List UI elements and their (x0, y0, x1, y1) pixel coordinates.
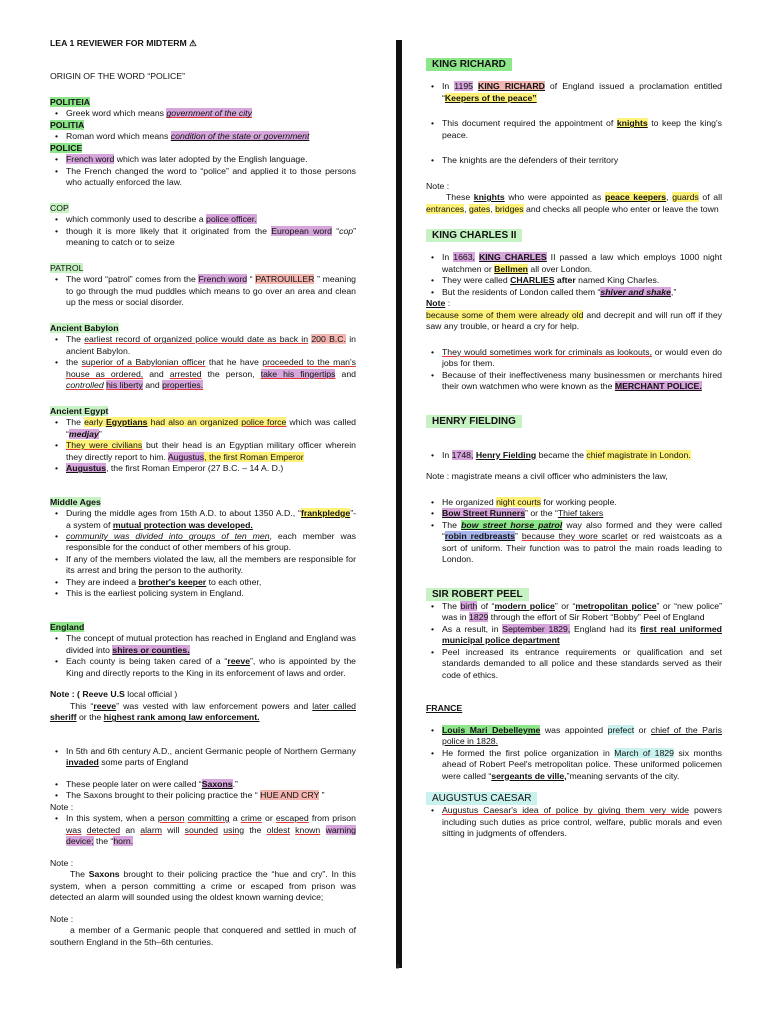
note-label: Note : (426, 180, 450, 191)
section-egypt (50, 406, 356, 475)
section-henry-fielding (426, 415, 722, 566)
section-middle-ages (50, 497, 356, 600)
list-item: • Augustus, the first Roman Emperor (27 B.C. – 14 A. D.) (50, 463, 356, 474)
reeve-note: Note : ( Reeve U.S local official ) (50, 689, 178, 700)
saxons-note-text: The Saxons brought to their policing practice the “hue and cry”. In this system, when a person committing a crime or escaped from prison was detected an alarm will sounded using the oldest known warning device; (50, 869, 357, 903)
list-item: • The knights are the defenders of their territory (426, 155, 722, 166)
augustus-caesar-heading: AUGUSTUS CAESAR (426, 792, 537, 805)
robert-peel-heading: SIR ROBERT PEEL (426, 588, 529, 601)
cop-heading: COP (50, 202, 69, 213)
section-politeia (50, 97, 356, 189)
list-item: • Peel increased its entrance requirements or qualification and set standards demanded to all police and these standards served as their code of ethics. (426, 647, 722, 681)
list-item: • In 5th and 6th century A.D., ancient Germanic people of Northern Germany invaded some parts of England (50, 746, 356, 769)
knights-note-text: These knights who were appointed as peace keepers, guards of all entrances, gates, bridges and checks all people who enter or leave the town (426, 192, 723, 214)
list-item: • But the residents of London called them “shiver and shake,” (426, 287, 722, 298)
list-item: • In 1748, Henry Fielding became the chief magistrate in London. (426, 450, 722, 461)
note-label: Note : (50, 801, 74, 812)
list-item: • Louis Mari Debelleyme was appointed prefect or chief of the Paris police in 1828. (426, 725, 722, 748)
politeia-heading: POLITEIA (50, 96, 91, 107)
document-title: LEA 1 REVIEWER FOR MIDTERM ⚠ (50, 38, 197, 48)
list-item: • The French changed the word to “police” and applied it to those persons who actually enforced the law. (50, 166, 356, 189)
france-heading: FRANCE (426, 703, 463, 714)
list-item: • He organized night courts for working people. (426, 497, 722, 508)
list-item: • community was divided into groups of ten men, each member was responsible for the conduct of other members of his group. (50, 531, 356, 554)
list-item: • This is the earliest policing system in England. (50, 588, 356, 599)
section-king-richard (426, 58, 722, 215)
list-item: • They are indeed a brother's keeper to each other, (50, 577, 356, 588)
list-item: • In 1663, KING CHARLES II passed a law which employs 1000 night watchmen or Bellmen all over London. (426, 252, 722, 275)
reeve-note-text: This “reeve” was vested with law enforcement powers and later called sheriff or the highest rank among law enforcement. (50, 700, 356, 723)
section-germanic (50, 746, 356, 948)
list-item: • the superior of a Babylonian officer that he have proceeded to the man's house as ordered, and arrested the person, take his fingertips and controlled his liberty and properties. (50, 357, 356, 391)
list-item: • French word which was later adopted by the English language. (50, 154, 356, 165)
charlies-note: Note : (426, 298, 451, 309)
note-label: Note : (50, 857, 74, 868)
page-number: 2 (396, 965, 400, 971)
list-item: • which commonly used to describe a police officer. (50, 214, 356, 225)
list-item: • Augustus Caesar's idea of police by giving them very wide powers including such duties as price control, welfare, public morals and even sitting in judgments of offenders. (426, 805, 722, 839)
section-king-charles (426, 229, 722, 393)
list-item: • The early Egyptians had also an organized police force which was called “medjay” (50, 417, 356, 440)
list-item: • If any of the members violated the law, all the members are responsible for its arrest and bring the person to the authority. (50, 554, 356, 577)
list-item: • Bow Street Runners” or the “Thief takers (426, 508, 722, 519)
note-label: Note : (50, 913, 74, 924)
henry-fielding-heading: HENRY FIELDING (426, 415, 522, 428)
list-item: • Because of their ineffectiveness many businessmen or merchants hired their own watchmen who were known as the MERCHANT POLICE. (426, 370, 722, 393)
england-heading: England (50, 621, 85, 632)
king-charles-heading: KING CHARLES II (426, 229, 522, 242)
magistrate-note: Note : magistrate means a civil officer who administers the law, (426, 471, 668, 482)
list-item: • They would sometimes work for criminals as lookouts, or would even do jobs for them. (426, 347, 722, 370)
list-item: • In this system, when a person committing a crime or escaped from prison was detected an alarm will sounded using the oldest known warning device; the “horn. (50, 813, 356, 847)
section-cop (50, 203, 356, 249)
king-richard-heading: KING RICHARD (426, 58, 512, 71)
babylon-heading: Ancient Babylon (50, 322, 119, 333)
section-patrol (50, 263, 356, 309)
list-item: • The word “patrol” comes from the French word “ PATROUILLER ” meaning to go through the mud puddles which means to go over an area and clean up the mess or social disorder. (50, 274, 356, 308)
list-item: • In 1195 KING RICHARD of England issued a proclamation entitled “Keepers of the peace” (426, 81, 722, 104)
list-item: • The concept of mutual protection has reached in England and England was divided into shires or counties. (50, 633, 356, 656)
list-item: • The bow street horse patrol way also formed and they were called “robin redbreasts” because they wore scarlet or red waistcoats as a sort of uniform. Their function was to patrol the main roads leading to London. (426, 520, 722, 566)
section-england (50, 622, 356, 724)
section-robert-peel (426, 588, 722, 682)
list-item: • though it is more likely that it originated from the European word “cop” meaning to catch or to seize (50, 226, 356, 249)
egypt-heading: Ancient Egypt (50, 405, 109, 416)
list-item: • The birth of “modern police” or “metropolitan police” or “new police” was in 1829 through the effort of Sir Robert “Bobby” Peel of England (426, 601, 722, 624)
column-divider (396, 40, 402, 968)
charlies-note-text: because some of them were already old and decrepit and will run off if they saw any trouble, or heard a cry for help. (426, 309, 723, 332)
list-item: • Roman word which means condition of the state or government (50, 131, 356, 142)
list-item: • This document required the appointment of knights to keep the king's peace. (426, 118, 722, 141)
origin-heading: ORIGIN OF THE WORD “POLICE” (50, 71, 185, 82)
list-item: • During the middle ages from 15th A.D. to about 1350 A.D., “frankpledge”- a system of mutual protection was developed. (50, 508, 356, 531)
list-item: • He formed the first police organization in March of 1829 six months ahead of Robert Peel's metropolitan police. These uniformed policemen were called “sergeants de ville,”meaning servants of the city. (426, 748, 722, 782)
section-france (426, 703, 722, 782)
list-item: • These people later on were called “Saxons.” (50, 779, 356, 790)
middle-ages-heading: Middle Ages (50, 496, 101, 507)
list-item: • The earliest record of organized police would date as back in 200 B.C. in ancient Babylon. (50, 334, 356, 357)
list-item: • As a result, in September 1829, England had its first real uniformed municipal police department (426, 624, 722, 647)
right-column (426, 58, 722, 840)
left-column (50, 38, 356, 948)
list-item: • The Saxons brought to their policing practice the “ HUE AND CRY ” (50, 790, 356, 801)
list-item: • Greek word which means government of the city (50, 108, 356, 119)
police-heading: POLICE (50, 142, 83, 153)
politia-heading: POLITIA (50, 119, 85, 130)
list-item: • They were civilians but their head is an Egyptian military officer wherein they directly report to him. Augustus, the first Roman Emperor (50, 440, 356, 463)
patrol-heading: PATROL (50, 262, 84, 273)
list-item: • They were called CHARLIES after named King Charles. (426, 275, 722, 286)
germanic-note-text: a member of a Germanic people that conquered and settled in much of southern England in the 5th–6th centuries. (50, 925, 356, 947)
section-babylon (50, 323, 356, 392)
section-augustus-caesar (426, 792, 722, 840)
list-item: • Each county is being taken cared of a “reeve”, who is appointed by the King and directly reports to the King in its enforcement of laws and order. (50, 656, 356, 679)
